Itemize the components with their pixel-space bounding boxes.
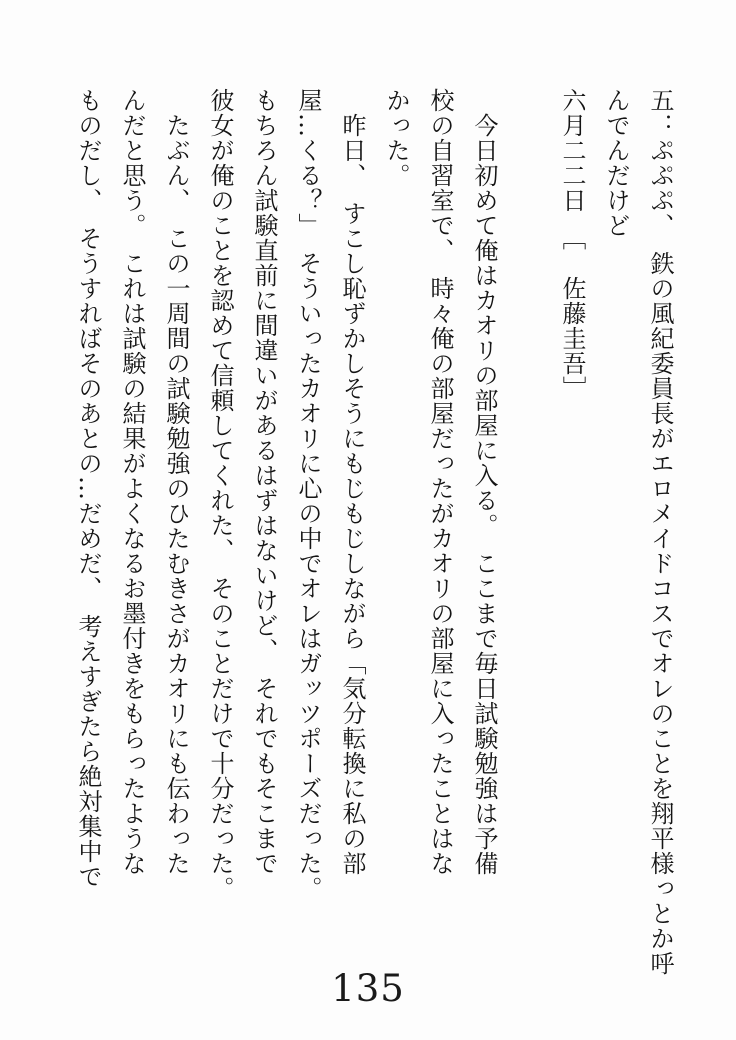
body-text-line: かった。 — [382, 88, 410, 188]
body-text-line: んだと思う。 これは試験の結果がよくなるお墨付きをもらったような — [118, 88, 146, 876]
body-text-line: 今日初めて俺はカオリの部屋に入る。 ここまで毎日試験勉強は予備 — [470, 88, 498, 876]
chapter-heading-line: 五：ぷぷぷ、 鉄の風紀委員長がエロメイドコスでオレのことを翔平様っとか呼 — [646, 88, 674, 976]
body-text-line: 校の自習室で、 時々俺の部屋だったがカオリの部屋に入ったことはな — [426, 88, 454, 876]
vertical-text-block — [66, 88, 682, 976]
date-author-line: 六月二二日 ［ 佐藤圭吾］ — [558, 88, 586, 401]
blank-line — [506, 88, 550, 968]
body-text-line: 彼女が俺のことを認めて信頼してくれた、 そのことだけで十分だった。 — [206, 88, 234, 901]
page-number: 135 — [331, 967, 405, 1010]
body-text-line: ものだし、 そうすればそのあとの…だめだ、 考えすぎたら絶対集中で — [74, 88, 102, 889]
body-text-line: 昨日、 すこし恥ずかしそうにもじもじしながら「気分転換に私の部 — [338, 88, 366, 876]
body-text-line: 屋…くる？」 そういったカオリに心の中でオレはガッツポーズだった。 — [294, 88, 322, 901]
body-text-line: もちろん試験直前に間違いがあるはずはないけど、 それでもそこまで — [250, 88, 278, 876]
chapter-heading-line: んでんだけど — [602, 88, 630, 238]
body-text-line: たぶん、 この一周間の試験勉強のひたむきさがカオリにも伝わった — [162, 88, 190, 876]
